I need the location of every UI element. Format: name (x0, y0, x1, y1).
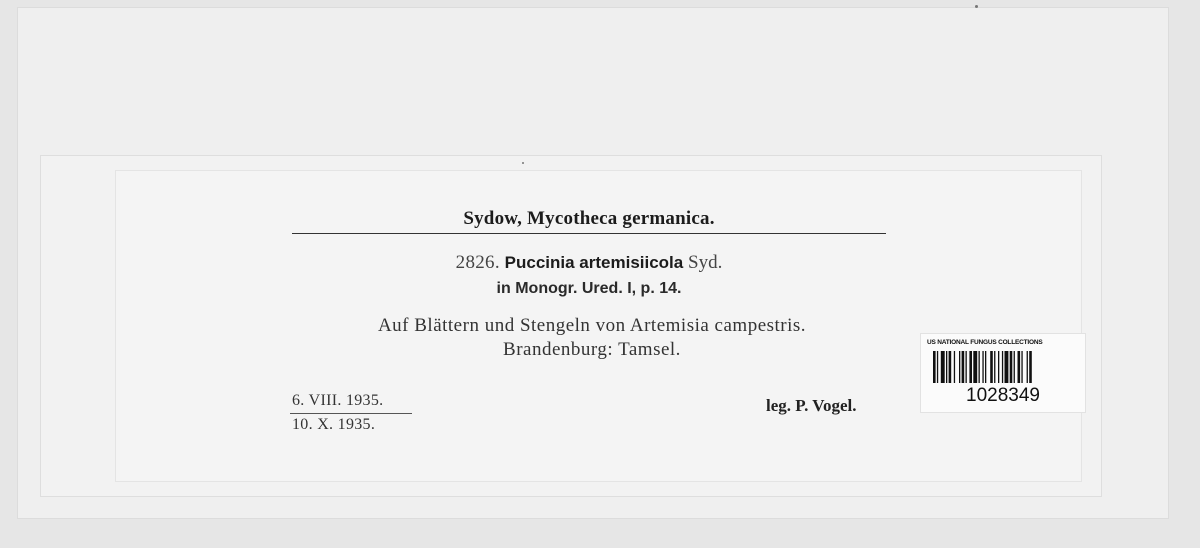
title-divider (292, 233, 886, 234)
barcode-label (920, 333, 1086, 413)
collection-date-2: 10. X. 1935. (292, 416, 376, 433)
habitat-line-1: Auf Blättern und Stengeln von Artemisia campestris. (377, 315, 807, 336)
citation: in Monogr. Ured. I, p. 14. (496, 280, 682, 297)
label-title: Sydow, Mycotheca germanica. (463, 208, 715, 229)
specimen-entry (292, 252, 886, 274)
collector: leg. P. Vogel. (766, 396, 857, 415)
barcode-header: US NATIONAL FUNGUS COLLECTIONS (927, 339, 1043, 346)
species-name: Puccinia artemisiicola (504, 253, 684, 272)
barcode-icon (933, 351, 1073, 383)
habitat-line-2: Brandenburg: Tamsel. (503, 339, 681, 360)
species-author: Syd. (688, 252, 723, 273)
dust-speck (522, 162, 524, 164)
exsiccata-number: 2826. (455, 252, 500, 273)
date-divider (290, 413, 412, 414)
dust-speck (975, 5, 978, 8)
barcode-number: 1028349 (966, 385, 1040, 406)
habitat-text (292, 314, 892, 362)
collection-date-1: 6. VIII. 1935. (292, 392, 384, 409)
